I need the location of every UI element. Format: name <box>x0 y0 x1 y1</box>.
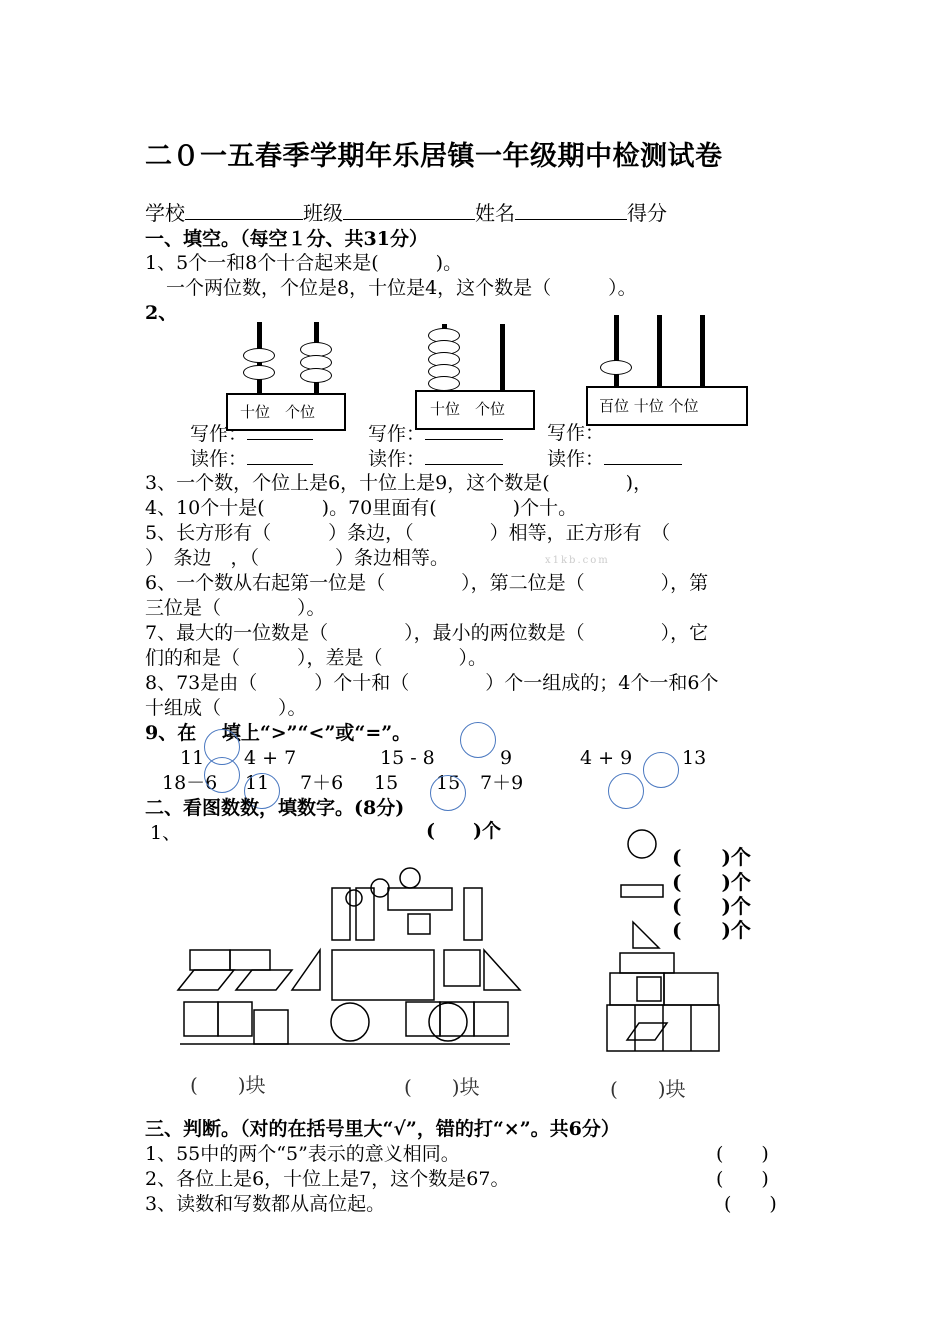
question-7a: 7、最大的一位数是（ ），最小的两位数是（ ），它 <box>145 622 709 644</box>
school-field[interactable] <box>185 201 303 220</box>
question-3: 3、一个数，个位上是6，十位上是9，这个数是( )， <box>145 472 653 494</box>
count-blank: ( )个 <box>672 918 751 942</box>
question-4: 4、10个十是( )。70里面有( )个十。 <box>145 497 578 519</box>
question-6a: 6、一个数从右起第一位是（ ），第二位是（ ），第 <box>145 572 709 594</box>
compare-item: 9 <box>500 747 513 769</box>
write-field[interactable] <box>425 421 503 440</box>
read-field[interactable] <box>604 446 682 465</box>
judge-blank-3[interactable]: ( ) <box>724 1193 777 1215</box>
student-info-line <box>145 201 667 225</box>
compare-item: 4 + 9 <box>580 747 633 769</box>
compare-item: 15 - 8 <box>380 747 435 769</box>
name-field[interactable] <box>515 201 627 220</box>
shapes-train-figure <box>170 830 540 1100</box>
compare-circle[interactable] <box>430 775 466 811</box>
compare-item: 18－6 <box>162 772 218 794</box>
question-8b: 十组成（ ）。 <box>145 697 307 719</box>
page-title: 二０一五春季学期年乐居镇一年级期中检测试卷 <box>145 141 723 172</box>
question-1a: 1、5个一和8个十合起来是( )。 <box>145 252 463 274</box>
class-field[interactable] <box>343 201 475 220</box>
block-count-blank: ( )块 <box>190 1073 266 1097</box>
bead <box>428 376 460 391</box>
read-label-3: 读作： <box>547 446 682 471</box>
compare-circle[interactable] <box>608 773 644 809</box>
compare-item: 7＋6 <box>300 772 344 794</box>
write-label-2: 写作： <box>368 421 503 446</box>
compare-item: 11 <box>245 772 270 794</box>
compare-item: 11 <box>180 747 205 769</box>
circles-count-blank: ( )个 <box>426 820 501 842</box>
bead <box>243 348 275 363</box>
compare-item: 15 <box>374 772 399 794</box>
judge-item-3: 3、读数和写数都从高位起。 <box>145 1193 386 1215</box>
compare-item: 13 <box>682 747 707 769</box>
section2-question-1: 1、 <box>150 822 182 844</box>
place-value-label: 百位 十位 个位 <box>599 397 699 415</box>
judge-item-1: 1、55中的两个“5”表示的意义相同。 <box>145 1143 460 1165</box>
question-6b: 三位是（ ）。 <box>145 597 326 619</box>
write-label-1: 写作： <box>190 421 313 446</box>
place-value-label: 十位 个位 <box>430 400 506 418</box>
read-label-2: 读作： <box>368 446 503 471</box>
compare-circle[interactable] <box>643 752 679 788</box>
compare-item: 15 <box>436 772 461 794</box>
name-label: 姓名 <box>475 201 515 225</box>
bead <box>243 365 275 380</box>
abacus-rod <box>614 315 619 388</box>
count-blank: ( )个 <box>672 870 751 894</box>
question-5a: 5、长方形有（ ）条边，（ ）相等，正方形有 （ <box>145 522 671 544</box>
judge-blank-2[interactable]: ( ) <box>716 1168 769 1190</box>
question-7b: 们的和是（ ），差是（ ）。 <box>145 647 488 669</box>
section3-heading: 三、判断。（对的在括号里大“√”，错的打“×”。共6分） <box>145 1118 620 1140</box>
compare-circle[interactable] <box>460 722 496 758</box>
question-5b: ） 条边 ，（ ）条边相等。 <box>145 547 450 569</box>
place-value-label: 十位 个位 <box>240 403 316 421</box>
count-blank: ( )个 <box>672 894 751 918</box>
read-field[interactable] <box>425 446 503 465</box>
judge-blank-1[interactable]: ( ) <box>716 1143 769 1165</box>
question-8a: 8、73是由（ ）个十和（ ）个一组成的；4个一和6个 <box>145 672 719 694</box>
abacus-rod <box>657 315 662 388</box>
bead <box>600 360 632 375</box>
write-field[interactable] <box>247 421 313 440</box>
question-2: 2、 <box>145 302 178 324</box>
count-blank: ( )个 <box>672 845 751 869</box>
block-count-blank: ( )块 <box>404 1075 480 1099</box>
class-label: 班级 <box>303 201 343 225</box>
bead <box>300 368 332 383</box>
score-label: 得分 <box>627 201 667 225</box>
block-count-blank: ( )块 <box>610 1077 686 1101</box>
section1-heading: 一、填空。（每空１分、共31分） <box>145 228 428 250</box>
abacus-rod <box>700 315 705 388</box>
section2-heading: 二、看图数数，填数字。(8分) <box>145 797 405 819</box>
compare-circle[interactable] <box>204 757 240 793</box>
compare-item: 4 + 7 <box>244 747 297 769</box>
watermark: x1kb.com <box>545 555 610 566</box>
judge-item-2: 2、各位上是6，十位上是7，这个数是67。 <box>145 1168 510 1190</box>
compare-item: 7＋9 <box>480 772 524 794</box>
question-9: 9、在 填上“>”“<”或“=”。 <box>145 722 412 744</box>
write-label-3: 写作： <box>547 422 605 444</box>
abacus-rod <box>500 324 505 392</box>
question-1b: 一个两位数，个位是8，十位是4，这个数是（ ）。 <box>166 277 637 299</box>
read-field[interactable] <box>247 446 313 465</box>
school-label: 学校 <box>145 201 185 225</box>
read-label-1: 读作： <box>190 446 313 471</box>
